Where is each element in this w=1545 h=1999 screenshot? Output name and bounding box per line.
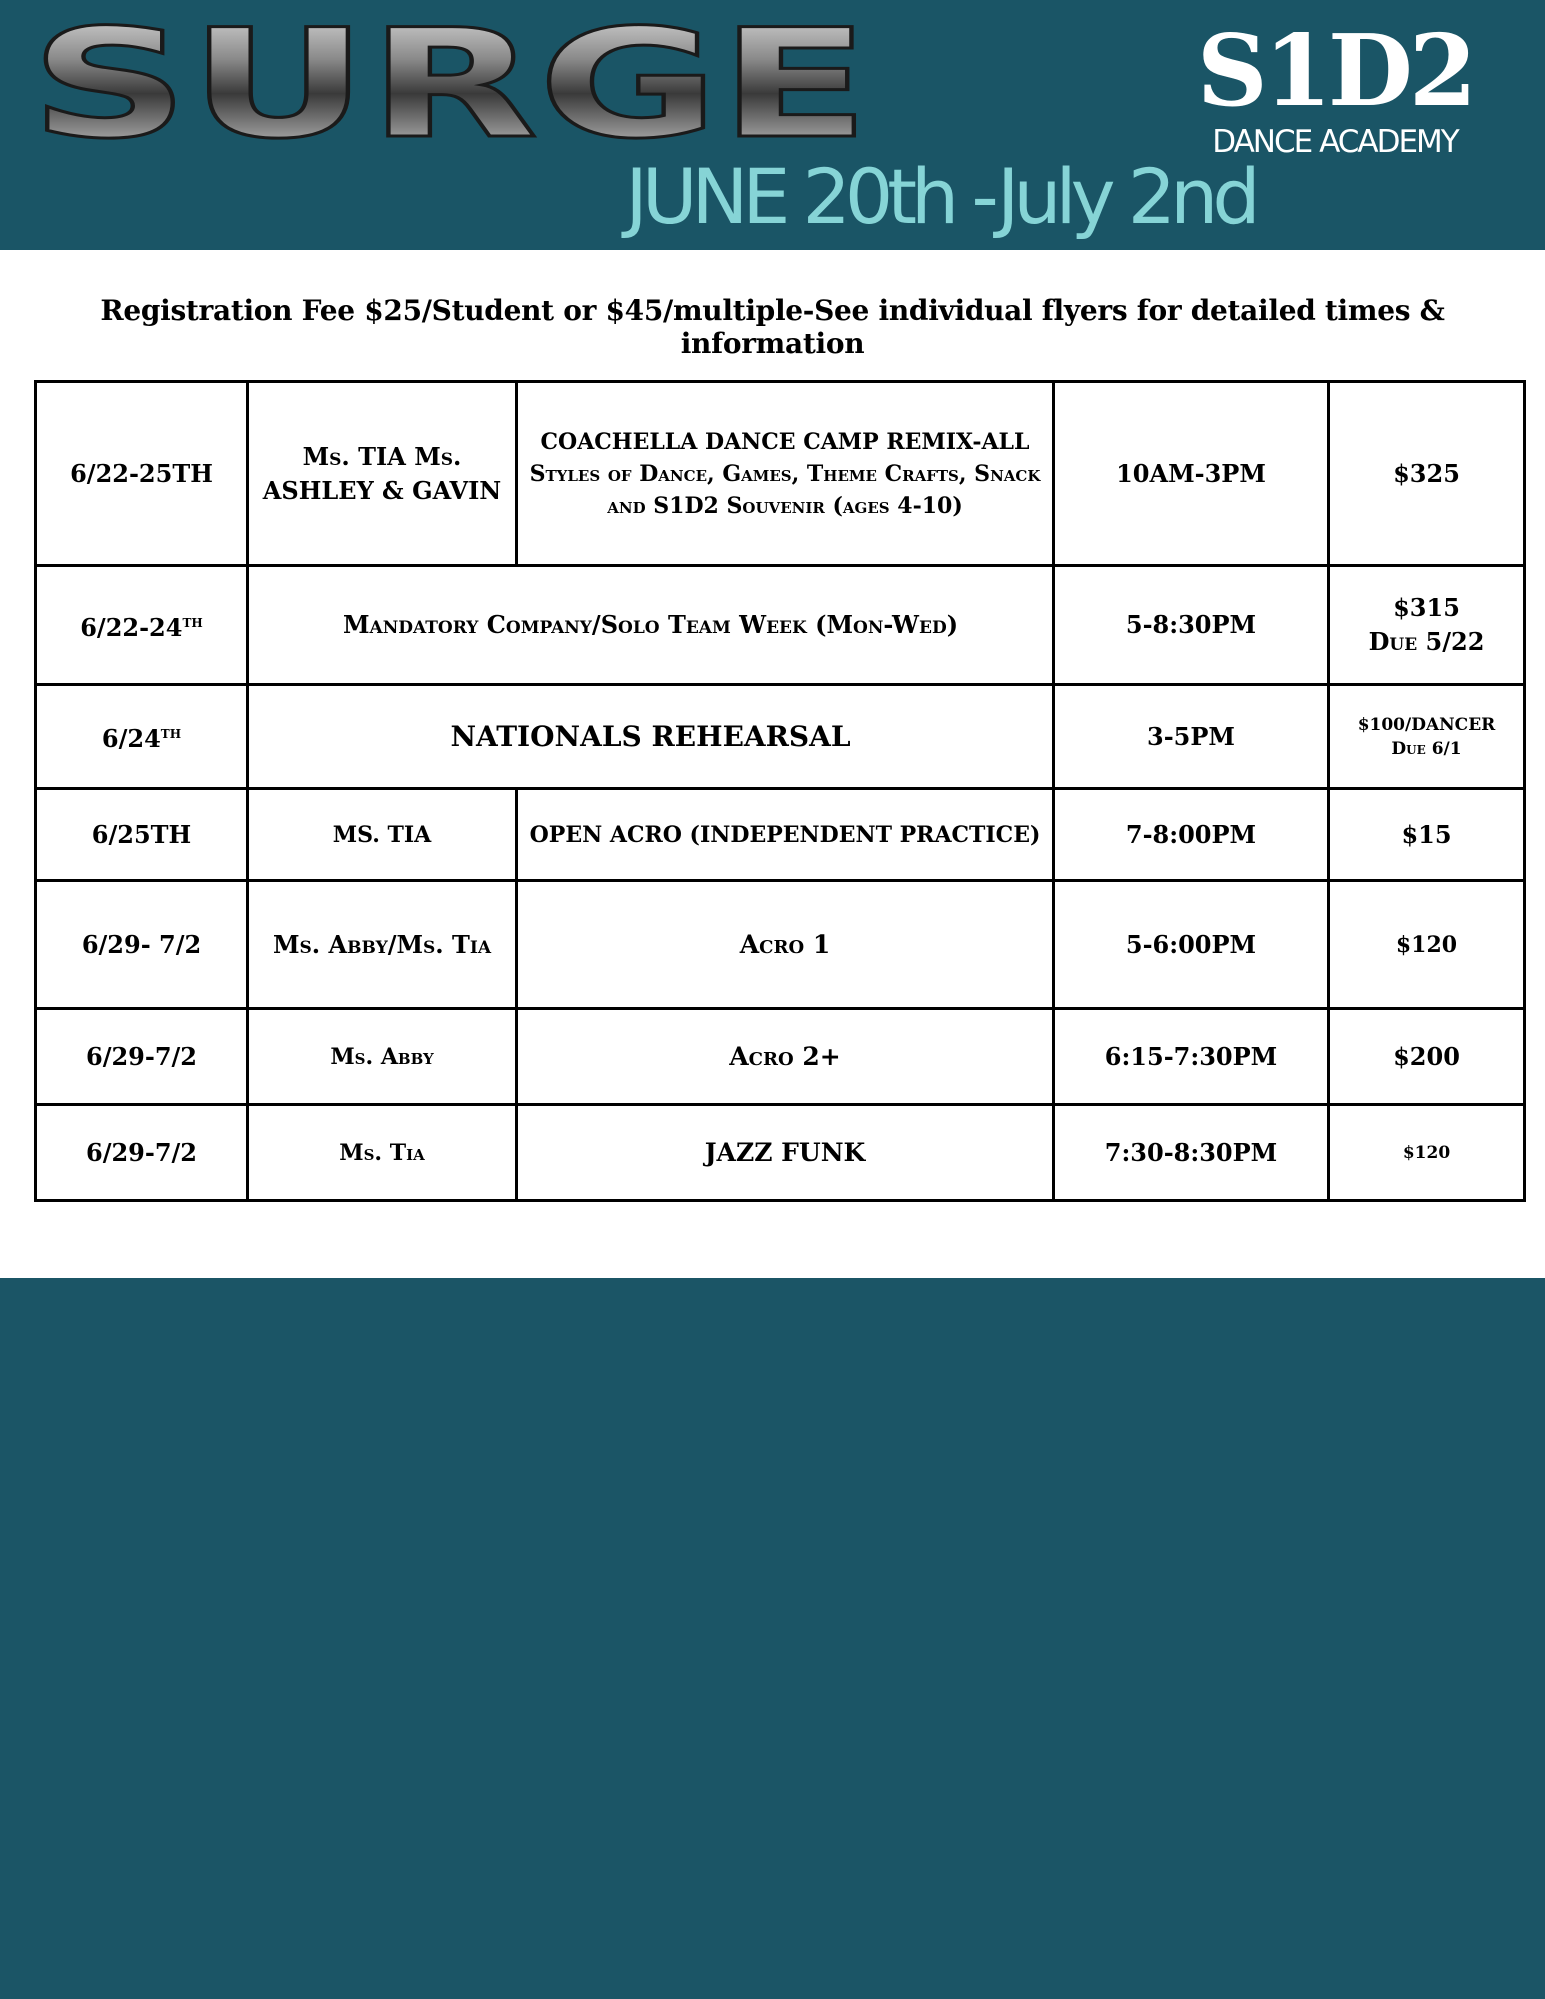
date-text: 6/24 — [101, 724, 161, 753]
time-cell: 7:30-8:30PM — [1054, 1105, 1329, 1201]
registration-note: Registration Fee $25/Student or $45/multiple-See individual flyers for detailed times & information — [100, 294, 1445, 360]
date-cell: 6/22-25TH — [36, 382, 248, 566]
class-cell: Acro 2+ — [517, 1009, 1054, 1105]
time-cell: 5-8:30PM — [1054, 566, 1329, 685]
date-cell — [36, 566, 248, 685]
logo-sub-text: DANCE ACADEMY — [1212, 124, 1458, 160]
instructor-cell: Ms. Tia — [248, 1105, 517, 1201]
instructor-cell: MS. TIA — [248, 789, 517, 881]
date-cell: 6/25TH — [36, 789, 248, 881]
class-cell: OPEN ACRO (INDEPENDENT PRACTICE) — [517, 789, 1054, 881]
class-cell: COACHELLA DANCE CAMP REMIX-ALL Styles of Dance, Games, Theme Crafts, Snack and S1D2 Souvenir (ages 4-10) — [517, 382, 1054, 566]
price-due-note: Due 6/1 — [1391, 738, 1462, 759]
schedule-table — [34, 380, 1526, 1202]
surge-logo — [30, 18, 890, 158]
s1d2-logo — [1185, 14, 1485, 172]
instructor-cell: Ms. Abby — [248, 1009, 517, 1105]
date-cell: 6/29-7/2 — [36, 1009, 248, 1105]
date-cell — [36, 685, 248, 789]
class-cell: JAZZ FUNK — [517, 1105, 1054, 1201]
time-cell: 10AM-3PM — [1054, 382, 1329, 566]
time-cell: 6:15-7:30PM — [1054, 1009, 1329, 1105]
class-cell: NATIONALS REHEARSAL — [248, 685, 1054, 789]
price-cell: $200 — [1329, 1009, 1525, 1105]
date-suffix: TH — [160, 727, 182, 741]
date-cell: 6/29-7/2 — [36, 1105, 248, 1201]
price-cell: $120 — [1329, 1105, 1525, 1201]
table-row — [36, 789, 1525, 881]
price-due-note: Due 5/22 — [1368, 627, 1485, 656]
price-cell: $15 — [1329, 789, 1525, 881]
surge-title: SURGE — [30, 18, 870, 158]
instructor-cell: Ms. Abby/Ms. Tia — [248, 881, 517, 1009]
table-row — [36, 881, 1525, 1009]
time-cell: 5-6:00PM — [1054, 881, 1329, 1009]
date-text: 6/22-24 — [80, 612, 183, 642]
date-suffix: TH — [182, 615, 203, 630]
price-cell: $325 — [1329, 382, 1525, 566]
price-value: $315 — [1393, 593, 1460, 622]
price-cell — [1329, 566, 1525, 685]
price-value: $100/DANCER — [1357, 714, 1496, 735]
header-banner — [0, 0, 1545, 250]
price-cell — [1329, 685, 1525, 789]
class-cell: Mandatory Company/Solo Team Week (Mon-Wed) — [248, 566, 1054, 685]
date-cell: 6/29- 7/2 — [36, 881, 248, 1009]
table-row — [36, 1009, 1525, 1105]
table-row — [36, 685, 1525, 789]
price-cell: $120 — [1329, 881, 1525, 1009]
table-row — [36, 382, 1525, 566]
class-cell: Acro 1 — [517, 881, 1054, 1009]
time-cell: 7-8:00PM — [1054, 789, 1329, 881]
table-row — [36, 566, 1525, 685]
table-row — [36, 1105, 1525, 1201]
event-dates: JUNE 20th -July 2nd — [625, 152, 1255, 241]
logo-main-text: S1D2 — [1196, 14, 1474, 129]
instructor-cell: Ms. TIA Ms. ASHLEY & GAVIN — [248, 382, 517, 566]
time-cell: 3-5PM — [1054, 685, 1329, 789]
